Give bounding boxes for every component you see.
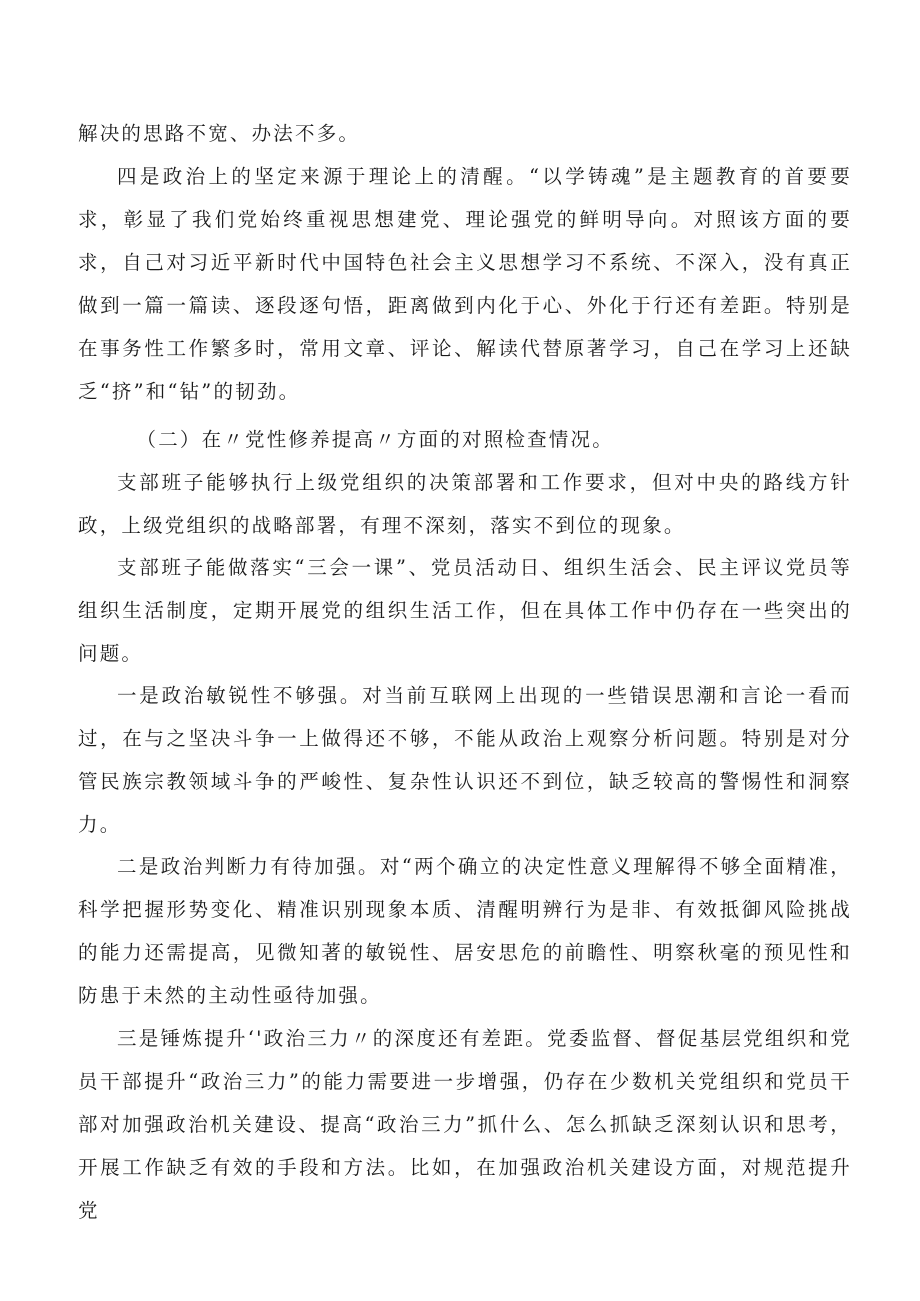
paragraph-point-one: 一是政治敏锐性不够强。对当前互联网上出现的一些错误思潮和言论一看而过，在与之坚决斗争一上做得还不够，不能从政治上观察分析问题。特别是对分管民族宗教领域斗争的严峻性、复杂性认识还不到位，缺乏较高的警惕性和洞察力。 [78, 684, 852, 836]
paragraph-continuation: 解决的思路不宽、办法不多。 [78, 122, 361, 145]
paragraph-point-four: 四是政治上的坚定来源于理论上的清醒。“以学铸魂”是主题教育的首要要求，彰显了我们党始终重视思想建党、理论强党的鲜明导向。对照该方面的要求，自己对习近平新时代中国特色社会主义思想学习不系统、不深入，没有真正做到一篇一篇读、逐段逐句悟，距离做到内化于心、外化于行还有差距。特别是在事务性工作繁多时，常用文章、评论、解读代替原著学习，自己在学习上还缺乏“挤”和“钻”的韧劲。 [78, 165, 852, 403]
section-heading: （二）在〃党性修养提高〃方面的对照检查情况。 [136, 428, 614, 451]
paragraph-implementation: 支部班子能够执行上级党组织的决策部署和工作要求，但对中央的路线方针政，上级党组织的战略部署，有理不深刻，落实不到位的现象。 [78, 471, 852, 537]
paragraph-organization-life: 支部班子能做落实“三会一课”、党员活动日、组织生活会、民主评议党员等组织生活制度，定期开展党的组织生活工作，但在具体工作中仍存在一些突出的问题。 [78, 556, 852, 665]
paragraph-point-three: 三是锤炼提升‘'政治三力〃的深度还有差距。党委监督、督促基层党组织和党员干部提升“政治三力”的能力需要进一步增强，仍存在少数机关党组织和党员干部对加强政治机关建设、提高“政治三力”抓什么、怎么抓缺乏深刻认识和思考，开展工作缺乏有效的手段和方法。比如，在加强政治机关建设方面，对规范提升党 [78, 1027, 852, 1222]
paragraph-point-two: 二是政治判断力有待加强。对“两个确立的决定性意义理解得不够全面精准，科学把握形势变化、精准识别现象本质、清醒明辨行为是非、有效抵御风险挑战的能力还需提高，见微知著的敏锐性、居安思危的前瞻性、明察秋毫的预见性和防患于未然的主动性亟待加强。 [78, 855, 852, 1007]
